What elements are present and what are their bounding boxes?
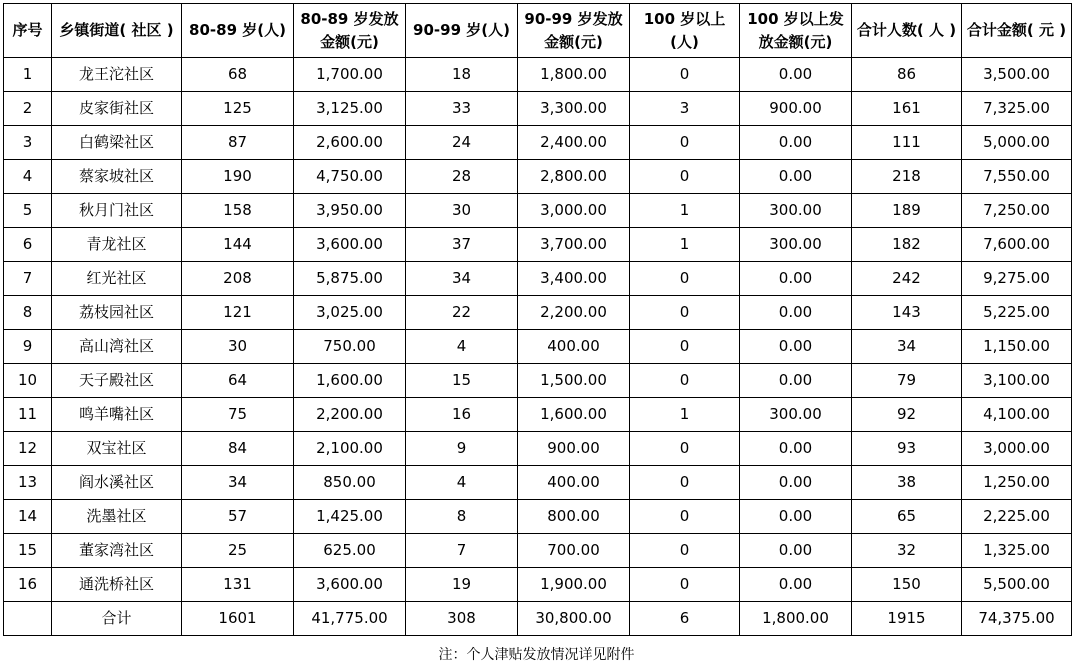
footnote: 注：个人津贴发放情况详见附件 (438, 647, 635, 663)
table-cell: 150 (852, 568, 962, 602)
table-cell: 4 (4, 160, 52, 194)
table-row (4, 466, 1072, 500)
table-cell: 1,600.00 (518, 398, 630, 432)
table-cell: 33 (406, 92, 518, 126)
table-cell: 242 (852, 262, 962, 296)
table-cell: 9 (4, 330, 52, 364)
table-cell: 625.00 (294, 534, 406, 568)
subsidy-table-sheet (3, 3, 1072, 636)
table-cell: 75 (182, 398, 294, 432)
table-cell: 11 (4, 398, 52, 432)
table-cell: 鸣羊嘴社区 (52, 398, 182, 432)
table-cell: 3,400.00 (518, 262, 630, 296)
table-cell: 68 (182, 58, 294, 92)
table-cell: 蔡家坡社区 (52, 160, 182, 194)
table-cell: 0.00 (740, 466, 852, 500)
table-cell: 300.00 (740, 398, 852, 432)
total-row (4, 602, 1072, 636)
table-cell: 0.00 (740, 126, 852, 160)
table-cell: 5 (4, 194, 52, 228)
table-row (4, 228, 1072, 262)
table-cell: 5,875.00 (294, 262, 406, 296)
total-cell: 308 (406, 602, 518, 636)
table-cell: 0 (630, 500, 740, 534)
total-cell: 74,375.00 (962, 602, 1072, 636)
table-cell: 秋月门社区 (52, 194, 182, 228)
table-cell: 87 (182, 126, 294, 160)
table-cell: 0.00 (740, 364, 852, 398)
table-cell: 86 (852, 58, 962, 92)
table-cell: 2,400.00 (518, 126, 630, 160)
table-cell: 3,600.00 (294, 568, 406, 602)
table-cell: 天子殿社区 (52, 364, 182, 398)
header-90-99-count: 90-99 岁(人) (406, 4, 518, 58)
table-row (4, 330, 1072, 364)
table-cell: 3,100.00 (962, 364, 1072, 398)
table-cell: 7,325.00 (962, 92, 1072, 126)
table-cell: 65 (852, 500, 962, 534)
table-cell: 8 (406, 500, 518, 534)
table-row (4, 160, 1072, 194)
table-cell: 189 (852, 194, 962, 228)
table-cell: 1,500.00 (518, 364, 630, 398)
table-cell: 0 (630, 160, 740, 194)
table-cell: 7,600.00 (962, 228, 1072, 262)
table-cell: 92 (852, 398, 962, 432)
table-cell: 750.00 (294, 330, 406, 364)
table-cell: 32 (852, 534, 962, 568)
table-cell: 2 (4, 92, 52, 126)
table-cell: 0 (630, 568, 740, 602)
table-cell: 3,500.00 (962, 58, 1072, 92)
table-cell: 董家湾社区 (52, 534, 182, 568)
table-cell: 3,600.00 (294, 228, 406, 262)
table-cell: 84 (182, 432, 294, 466)
table-cell: 38 (852, 466, 962, 500)
table-cell: 15 (4, 534, 52, 568)
total-cell (4, 602, 52, 636)
table-cell: 0.00 (740, 534, 852, 568)
table-cell: 2,200.00 (518, 296, 630, 330)
header-90-99-amount: 90-99 岁发放金额(元) (518, 4, 630, 58)
table-cell: 0 (630, 364, 740, 398)
table-cell: 1 (630, 228, 740, 262)
table-row (4, 58, 1072, 92)
table-cell: 阎水溪社区 (52, 466, 182, 500)
table-cell: 13 (4, 466, 52, 500)
subsidy-table (3, 3, 1072, 636)
table-cell: 7,250.00 (962, 194, 1072, 228)
table-cell: 3,000.00 (962, 432, 1072, 466)
table-cell: 7 (406, 534, 518, 568)
table-cell: 218 (852, 160, 962, 194)
table-cell: 1 (630, 194, 740, 228)
table-cell: 0.00 (740, 500, 852, 534)
table-row (4, 194, 1072, 228)
table-cell: 900.00 (740, 92, 852, 126)
total-cell: 30,800.00 (518, 602, 630, 636)
table-cell: 1,800.00 (518, 58, 630, 92)
table-row (4, 568, 1072, 602)
table-cell: 1 (630, 398, 740, 432)
table-cell: 7,550.00 (962, 160, 1072, 194)
header-total-count: 合计人数( 人 ) (852, 4, 962, 58)
table-cell: 0.00 (740, 262, 852, 296)
header-row (4, 4, 1072, 58)
table-cell: 皮家街社区 (52, 92, 182, 126)
table-cell: 0 (630, 58, 740, 92)
table-cell: 2,200.00 (294, 398, 406, 432)
table-cell: 30 (182, 330, 294, 364)
table-cell: 龙王沱社区 (52, 58, 182, 92)
table-cell: 144 (182, 228, 294, 262)
table-cell: 0 (630, 126, 740, 160)
table-cell: 121 (182, 296, 294, 330)
table-cell: 1,325.00 (962, 534, 1072, 568)
table-cell: 28 (406, 160, 518, 194)
table-row (4, 398, 1072, 432)
table-cell: 5,000.00 (962, 126, 1072, 160)
table-cell: 3,025.00 (294, 296, 406, 330)
table-cell: 3,300.00 (518, 92, 630, 126)
table-row (4, 296, 1072, 330)
table-cell: 850.00 (294, 466, 406, 500)
table-cell: 24 (406, 126, 518, 160)
table-cell: 131 (182, 568, 294, 602)
table-cell: 高山湾社区 (52, 330, 182, 364)
table-cell: 0 (630, 432, 740, 466)
table-cell: 16 (406, 398, 518, 432)
table-cell: 4,750.00 (294, 160, 406, 194)
table-cell: 15 (406, 364, 518, 398)
table-cell: 3,000.00 (518, 194, 630, 228)
table-cell: 19 (406, 568, 518, 602)
total-cell: 1915 (852, 602, 962, 636)
table-cell: 0.00 (740, 160, 852, 194)
table-cell: 64 (182, 364, 294, 398)
table-cell: 双宝社区 (52, 432, 182, 466)
table-row (4, 126, 1072, 160)
table-cell: 6 (4, 228, 52, 262)
header-100-plus-amount: 100 岁以上发放金额(元) (740, 4, 852, 58)
table-cell: 900.00 (518, 432, 630, 466)
table-cell: 1,700.00 (294, 58, 406, 92)
table-cell: 161 (852, 92, 962, 126)
table-cell: 3,700.00 (518, 228, 630, 262)
table-row (4, 364, 1072, 398)
table-cell: 1,250.00 (962, 466, 1072, 500)
table-cell: 白鹤梁社区 (52, 126, 182, 160)
table-cell: 4 (406, 466, 518, 500)
header-80-89-amount: 80-89 岁发放金额(元) (294, 4, 406, 58)
table-cell: 0.00 (740, 330, 852, 364)
table-cell: 青龙社区 (52, 228, 182, 262)
header-total-amount: 合计金额( 元 ) (962, 4, 1072, 58)
table-cell: 0 (630, 534, 740, 568)
table-cell: 0.00 (740, 568, 852, 602)
table-cell: 洗墨社区 (52, 500, 182, 534)
table-cell: 57 (182, 500, 294, 534)
table-cell: 1,425.00 (294, 500, 406, 534)
table-row (4, 262, 1072, 296)
table-cell: 1,900.00 (518, 568, 630, 602)
table-cell: 通洗桥社区 (52, 568, 182, 602)
table-cell: 22 (406, 296, 518, 330)
total-cell: 合计 (52, 602, 182, 636)
table-cell: 300.00 (740, 228, 852, 262)
table-cell: 182 (852, 228, 962, 262)
table-cell: 34 (852, 330, 962, 364)
table-cell: 3,125.00 (294, 92, 406, 126)
table-cell: 10 (4, 364, 52, 398)
table-cell: 0.00 (740, 432, 852, 466)
table-cell: 158 (182, 194, 294, 228)
total-cell: 1601 (182, 602, 294, 636)
table-cell: 2,225.00 (962, 500, 1072, 534)
table-cell: 700.00 (518, 534, 630, 568)
table-cell: 4 (406, 330, 518, 364)
table-cell: 111 (852, 126, 962, 160)
table-cell: 荔枝园社区 (52, 296, 182, 330)
table-row (4, 432, 1072, 466)
table-cell: 3 (630, 92, 740, 126)
table-cell: 300.00 (740, 194, 852, 228)
table-cell: 2,100.00 (294, 432, 406, 466)
table-cell: 0.00 (740, 58, 852, 92)
header-80-89-count: 80-89 岁(人) (182, 4, 294, 58)
total-cell: 6 (630, 602, 740, 636)
table-cell: 0 (630, 296, 740, 330)
table-cell: 5,225.00 (962, 296, 1072, 330)
table-cell: 9,275.00 (962, 262, 1072, 296)
table-cell: 7 (4, 262, 52, 296)
table-cell: 12 (4, 432, 52, 466)
table-cell: 93 (852, 432, 962, 466)
table-row (4, 500, 1072, 534)
table-cell: 9 (406, 432, 518, 466)
table-cell: 18 (406, 58, 518, 92)
table-row (4, 534, 1072, 568)
table-cell: 34 (406, 262, 518, 296)
table-cell: 3 (4, 126, 52, 160)
table-cell: 400.00 (518, 466, 630, 500)
table-cell: 800.00 (518, 500, 630, 534)
table-cell: 25 (182, 534, 294, 568)
table-cell: 2,800.00 (518, 160, 630, 194)
table-cell: 4,100.00 (962, 398, 1072, 432)
total-cell: 1,800.00 (740, 602, 852, 636)
table-cell: 125 (182, 92, 294, 126)
table-cell: 红光社区 (52, 262, 182, 296)
table-cell: 1,600.00 (294, 364, 406, 398)
table-cell: 143 (852, 296, 962, 330)
table-cell: 0.00 (740, 296, 852, 330)
table-cell: 400.00 (518, 330, 630, 364)
header-seq: 序号 (4, 4, 52, 58)
table-cell: 37 (406, 228, 518, 262)
table-cell: 14 (4, 500, 52, 534)
header-100-plus-count: 100 岁以上(人) (630, 4, 740, 58)
table-cell: 190 (182, 160, 294, 194)
table-cell: 208 (182, 262, 294, 296)
table-cell: 1 (4, 58, 52, 92)
table-cell: 5,500.00 (962, 568, 1072, 602)
table-cell: 79 (852, 364, 962, 398)
table-cell: 0 (630, 466, 740, 500)
table-cell: 2,600.00 (294, 126, 406, 160)
table-cell: 0 (630, 262, 740, 296)
table-cell: 3,950.00 (294, 194, 406, 228)
total-cell: 41,775.00 (294, 602, 406, 636)
table-cell: 0 (630, 330, 740, 364)
table-body (4, 58, 1072, 636)
table-cell: 1,150.00 (962, 330, 1072, 364)
header-community: 乡镇街道( 社区 ) (52, 4, 182, 58)
table-cell: 16 (4, 568, 52, 602)
table-cell: 30 (406, 194, 518, 228)
table-cell: 34 (182, 466, 294, 500)
table-row (4, 92, 1072, 126)
table-cell: 8 (4, 296, 52, 330)
